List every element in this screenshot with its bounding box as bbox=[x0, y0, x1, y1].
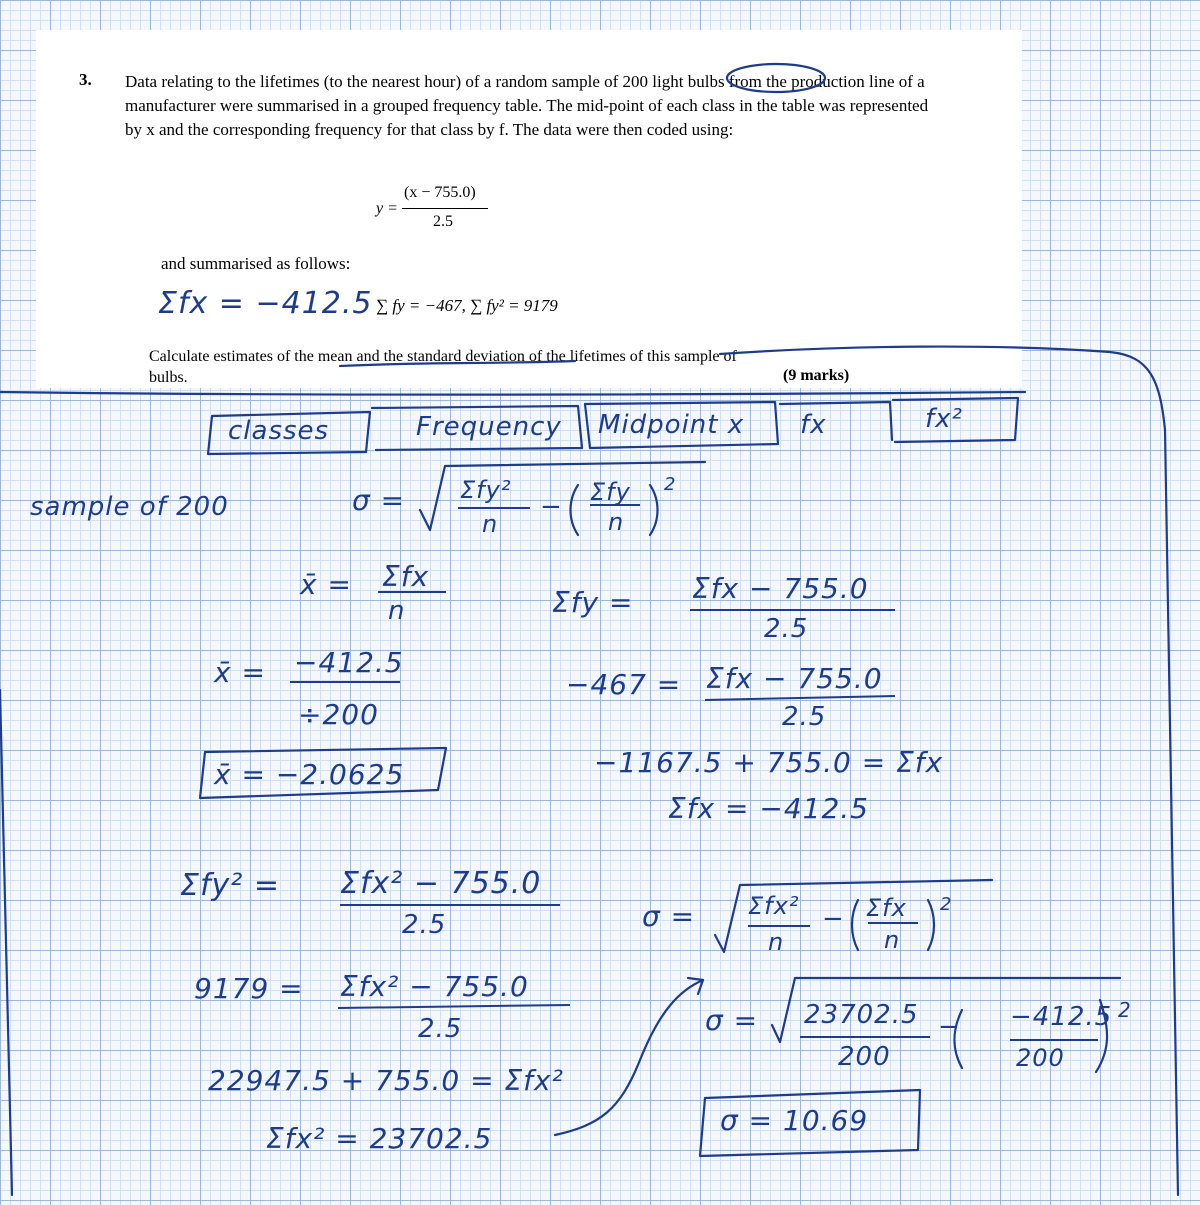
sd1-den1: n bbox=[482, 510, 499, 538]
sumfy2-sub-lhs: 9179 = bbox=[194, 972, 304, 1005]
marks: (9 marks) bbox=[783, 367, 850, 384]
sd-result: σ = 10.69 bbox=[720, 1104, 869, 1137]
question-number: 3. bbox=[79, 70, 92, 89]
mean-den: n bbox=[388, 596, 406, 626]
table-header-frequency: Frequency bbox=[416, 412, 562, 442]
mean-sub-num: −412.5 bbox=[294, 646, 404, 679]
sd2-den1: n bbox=[768, 928, 785, 956]
table-header-midpoint: Midpoint x bbox=[598, 410, 745, 440]
sd2-num2: Σfx bbox=[866, 894, 907, 922]
work-area-border-left bbox=[0, 690, 12, 1195]
mean-sub-den: ÷200 bbox=[298, 698, 379, 731]
sd1-num2: Σfy bbox=[590, 478, 631, 506]
work-area-border-top bbox=[0, 392, 1025, 395]
sd1-minus: − bbox=[540, 492, 563, 522]
table-header-fx2: fx² bbox=[925, 404, 963, 434]
sd3-lhs: σ = bbox=[705, 1004, 759, 1037]
sd1-square: 2 bbox=[664, 474, 677, 495]
sumfy2-sub-den: 2.5 bbox=[418, 1014, 463, 1044]
sd2-minus: − bbox=[822, 904, 845, 934]
sumfy2-den: 2.5 bbox=[402, 910, 447, 940]
sumfx-result: Σfx = −412.5 bbox=[668, 792, 869, 825]
hw-sum-fx-note: Σfx = −412.5 bbox=[158, 286, 373, 321]
mean-lhs: x̄ = bbox=[300, 568, 352, 601]
sd2-lhs: σ = bbox=[642, 900, 696, 933]
sd1-num1: Σfy² bbox=[460, 476, 512, 504]
coding-denominator: 2.5 bbox=[433, 213, 453, 230]
table-header-classes: classes bbox=[228, 416, 330, 446]
sd1-lhs: σ = bbox=[352, 484, 406, 517]
sd2-den2: n bbox=[884, 926, 901, 954]
sd2-num1: Σfx² bbox=[748, 892, 800, 920]
coding-lhs: y = bbox=[376, 200, 398, 217]
sd1-den2: n bbox=[608, 508, 625, 536]
sumfx2-result: Σfx² = 23702.5 bbox=[266, 1122, 493, 1155]
sumfy2-num: Σfx² − 755.0 bbox=[340, 866, 542, 901]
sd2-square: 2 bbox=[940, 894, 953, 915]
mean-num: Σfx bbox=[382, 560, 430, 593]
summary-values: ∑ fy = −467, ∑ fy² = 9179 bbox=[376, 296, 558, 315]
sumfy-sub-num: Σfx − 755.0 bbox=[706, 662, 883, 695]
mean-result: x̄ = −2.0625 bbox=[214, 758, 405, 791]
sd3-num2: −412.5 bbox=[1010, 1002, 1113, 1032]
table-header-fx: fx bbox=[800, 410, 827, 440]
sumfx2-step: 22947.5 + 755.0 = Σfx² bbox=[208, 1064, 564, 1097]
sumfy2-sub-num: Σfx² − 755.0 bbox=[340, 970, 529, 1003]
sumfx-step: −1167.5 + 755.0 = Σfx bbox=[594, 746, 944, 779]
summary-intro: and summarised as follows: bbox=[161, 254, 351, 273]
circle-200-light-bulbs bbox=[727, 64, 825, 92]
coding-numerator: (x − 755.0) bbox=[404, 184, 476, 201]
underline-mean-sd bbox=[340, 361, 575, 366]
task-text: Calculate estimates of the mean and the standard deviation of the lifetimes of this sample of bulbs. bbox=[149, 348, 737, 386]
header-box-fx bbox=[780, 402, 892, 440]
sd3-num1: 23702.5 bbox=[804, 1000, 919, 1030]
sumfy-lhs: Σfy = bbox=[552, 586, 634, 619]
question-text: Data relating to the lifetimes (to the nearest hour) of a random sample of 200 light bulbs from the production line of a manufacturer were summarised in a grouped frequency table. The mid-point of each class in the table was represented by x and the corresponding frequency for that class by f. The data were then coded using: bbox=[125, 72, 929, 139]
sumfy2-lhs: Σfy² = bbox=[180, 868, 280, 903]
sd3-den1: 200 bbox=[838, 1042, 891, 1072]
sd3-square: 2 bbox=[1118, 998, 1132, 1022]
sumfy-sub-lhs: −467 = bbox=[566, 668, 682, 701]
mean-sub-lhs: x̄ = bbox=[214, 656, 266, 689]
sumfy-den: 2.5 bbox=[764, 614, 809, 644]
arrow-to-sd bbox=[555, 980, 703, 1135]
sumfy-num: Σfx − 755.0 bbox=[692, 572, 869, 605]
sd3-minus: − bbox=[938, 1012, 961, 1042]
hw-sample-note: sample of 200 bbox=[30, 492, 229, 522]
sumfy-sub-den: 2.5 bbox=[782, 702, 827, 732]
sd3-den2: 200 bbox=[1016, 1044, 1065, 1072]
